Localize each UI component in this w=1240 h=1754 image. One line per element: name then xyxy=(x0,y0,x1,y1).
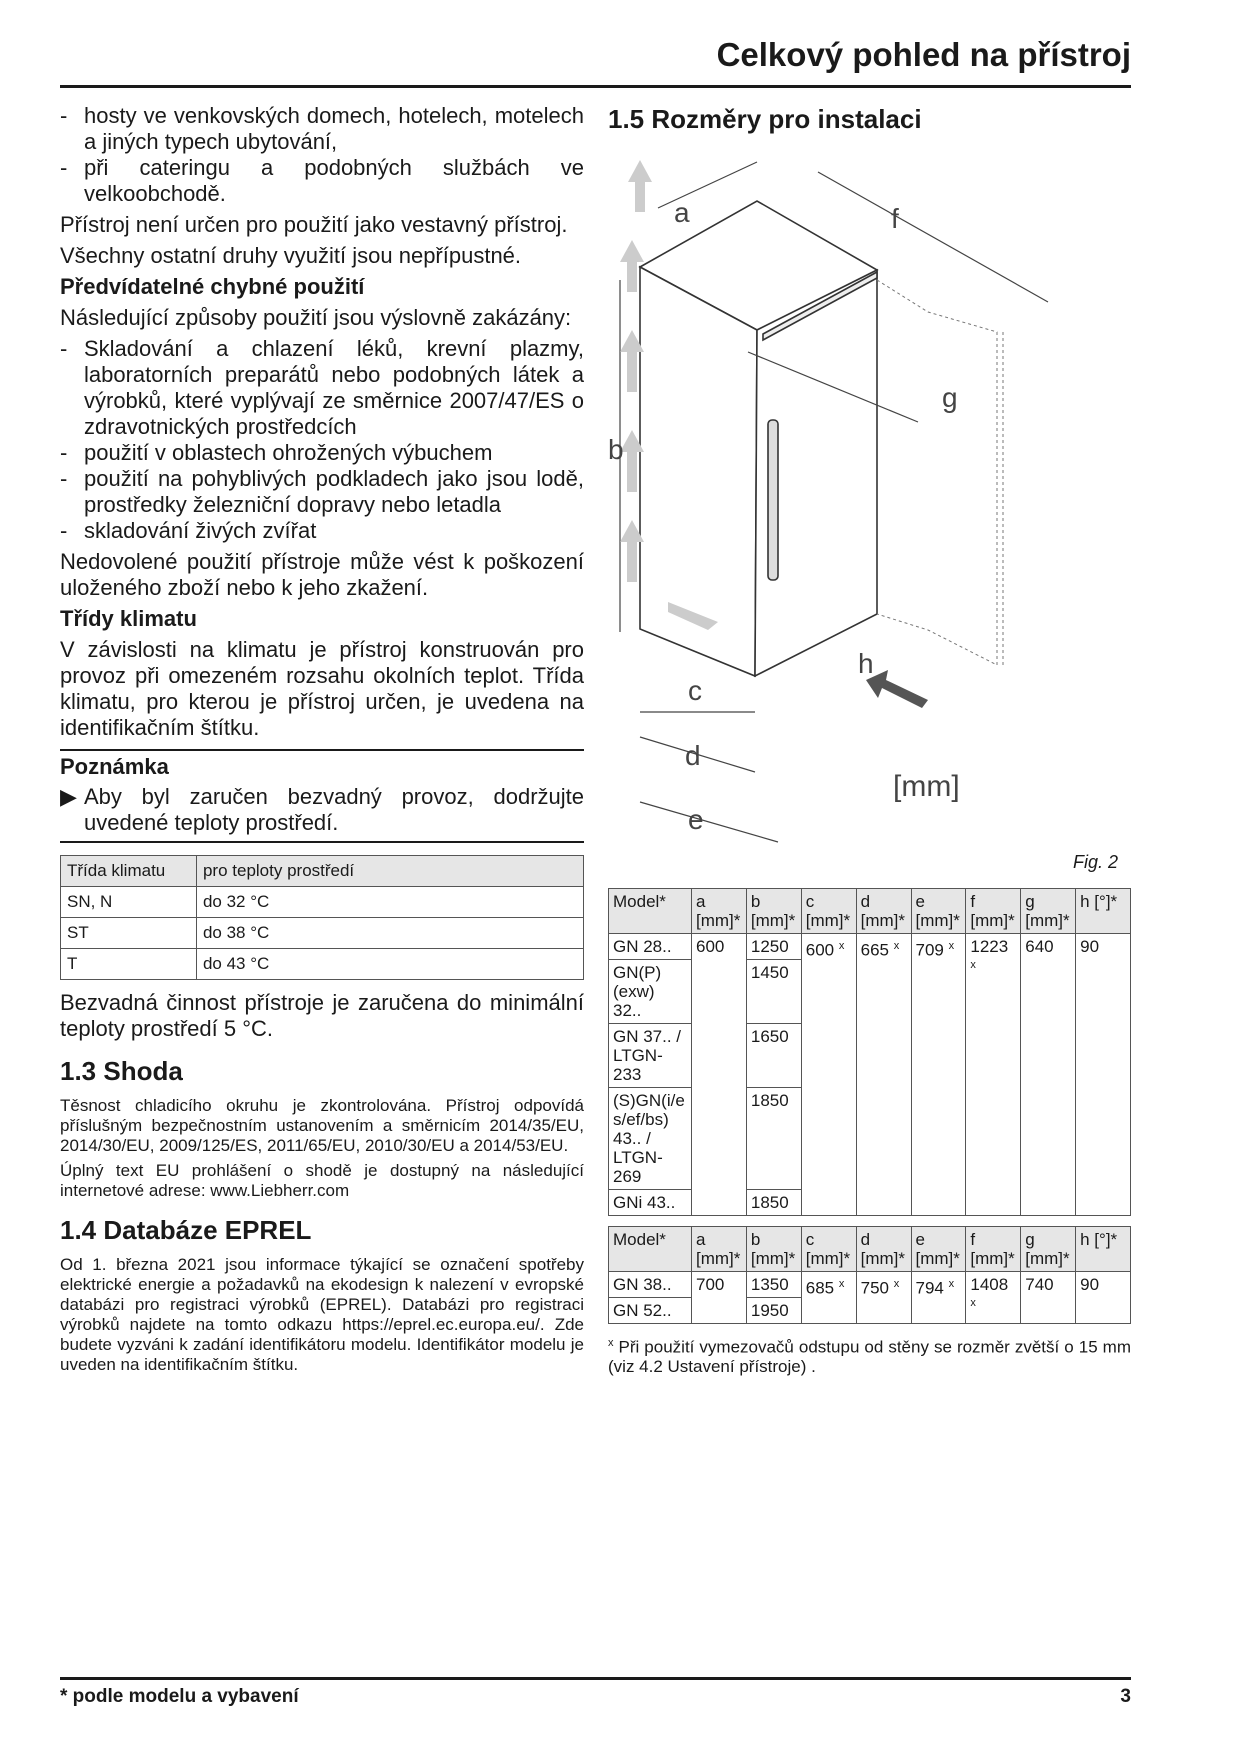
table-cell xyxy=(801,934,856,1216)
table-header: b [mm]* xyxy=(746,889,801,934)
table-cell: 1350 xyxy=(746,1272,801,1298)
x-mark: x xyxy=(838,1278,845,1290)
table-cell: do 38 °C xyxy=(196,918,583,949)
paragraph: Bezvadná činnost přístroje je zaručena do minimální teploty prostředí 5 °C. xyxy=(60,990,584,1041)
table-cell: T xyxy=(61,949,197,980)
paragraph: Úplný text EU prohlášení o shodě je dostupný na následující internetové adrese: www.Liebherr.com xyxy=(60,1161,584,1200)
dim-label-b: b xyxy=(608,434,624,465)
list-item: - Skladování a chlazení léků, krevní plazmy, laboratorních preparátů nebo podobných látek a výrobků, které vyplývají ze směrnice 2007/47/ES o zdravotnických prostředcích xyxy=(60,336,584,440)
table-header: b [mm]* xyxy=(746,1227,801,1272)
value: 1408 xyxy=(970,1275,1009,1294)
misuse-list xyxy=(60,336,584,544)
page-number: 3 xyxy=(1120,1686,1131,1707)
table-header: c [mm]* xyxy=(801,1227,856,1272)
table-cell: 600 xyxy=(692,934,747,1216)
table-row xyxy=(61,887,584,918)
figure-caption: Fig. 2 xyxy=(1072,852,1118,872)
table-header: d [mm]* xyxy=(856,889,911,934)
table-cell: 640 xyxy=(1021,934,1076,1216)
dim-label-c: c xyxy=(688,675,702,706)
table-cell: 90 xyxy=(1076,1272,1131,1324)
table-cell xyxy=(856,1272,911,1324)
table-row xyxy=(609,934,1131,960)
table-row xyxy=(61,949,584,980)
paragraph: Přístroj není určen pro použití jako vestavný přístroj. xyxy=(60,212,568,237)
table-cell: do 32 °C xyxy=(196,887,583,918)
table-header-row xyxy=(609,1227,1131,1272)
table-cell xyxy=(966,1272,1021,1324)
table-header: g [mm]* xyxy=(1021,889,1076,934)
model-cell: GNi 43.. xyxy=(609,1190,692,1216)
note-heading: Poznámka xyxy=(60,754,169,779)
x-mark: x xyxy=(970,1297,976,1309)
table-header: h [°]* xyxy=(1076,889,1131,934)
note-text: Aby byl zaručen bezvadný provoz, dodržujte uvedené teploty prostředí. xyxy=(84,784,584,835)
x-mark: x xyxy=(948,1278,955,1290)
table-cell xyxy=(911,934,966,1216)
table-header: h [°]* xyxy=(1076,1227,1131,1272)
table-header: g [mm]* xyxy=(1021,1227,1076,1272)
table-header: f [mm]* xyxy=(966,1227,1021,1272)
model-cell: GN(P) (exw) 32.. xyxy=(609,960,692,1024)
value: 1223 xyxy=(970,937,1009,956)
table-header: a [mm]* xyxy=(692,889,747,934)
value: 600 xyxy=(805,940,835,960)
x-mark: x xyxy=(893,940,900,952)
x-mark: x xyxy=(948,940,955,952)
section-heading-1-5: 1.5 Rozměry pro instalaci xyxy=(608,104,922,134)
table-header: e [mm]* xyxy=(911,889,966,934)
table-cell xyxy=(911,1272,966,1324)
table-header: a [mm]* xyxy=(692,1227,747,1272)
table-cell: 740 xyxy=(1021,1272,1076,1324)
table-cell: 1850 xyxy=(746,1088,801,1190)
climate-heading: Třídy klimatu xyxy=(60,606,197,631)
table-header: Třída klimatu xyxy=(61,856,197,887)
table-header: Model* xyxy=(609,1227,692,1272)
dim-label-h: h xyxy=(858,648,874,679)
paragraph: V závislosti na klimatu je přístroj konstruován pro provoz při omezeném rozsahu okolních teplot. Třída klimatu, pro kterou je přístroj určen, je uvedena na identifikačním štítku. xyxy=(60,637,584,740)
list-item: - při cateringu a podobných službách ve velkoobchodě. xyxy=(60,155,584,207)
list-item: - skladování živých zvířat xyxy=(60,518,584,544)
value: 665 xyxy=(860,940,889,960)
note-box xyxy=(60,749,584,843)
header-divider xyxy=(60,85,1131,88)
table-cell: 700 xyxy=(692,1272,747,1324)
table-cell: do 43 °C xyxy=(196,949,583,980)
model-cell: GN 37.. / LTGN-233 xyxy=(609,1024,692,1088)
dimensions-table-2 xyxy=(608,1226,1131,1324)
model-cell: GN 52.. xyxy=(609,1298,692,1324)
dim-label-d: d xyxy=(685,740,701,771)
table-row xyxy=(609,1272,1131,1298)
climate-table xyxy=(60,855,584,980)
intro-list xyxy=(60,103,584,207)
table-header-row xyxy=(609,889,1131,934)
dim-label-a: a xyxy=(674,197,690,228)
unit-label: [mm] xyxy=(893,770,960,803)
arrow-right-icon: ▶ xyxy=(60,784,77,809)
x-mark: x xyxy=(893,1278,900,1290)
paragraph: Nedovolené použití přístroje může vést k poškození uloženého zboží nebo k jeho zkažení. xyxy=(60,549,584,600)
table-cell: 1250 xyxy=(746,934,801,960)
table-cell: SN, N xyxy=(61,887,197,918)
left-column xyxy=(60,103,584,1380)
table-cell: 1850 xyxy=(746,1190,801,1216)
paragraph: Všechny ostatní druhy využití jsou nepřípustné. xyxy=(60,243,522,268)
x-mark: x xyxy=(838,940,845,952)
footnote-text: Při použití vymezovačů odstupu od stěny se rozměr zvětší o 15 mm (viz 4.2 Ustavení přístroje) . xyxy=(608,1337,1131,1376)
value: 794 xyxy=(915,1278,944,1298)
model-cell: GN 28.. xyxy=(609,934,692,960)
paragraph: Následující způsoby použití jsou výslovně zakázány: xyxy=(60,305,572,330)
footer-divider xyxy=(60,1677,1131,1680)
footnote-mark: x xyxy=(608,1337,614,1349)
footnote xyxy=(608,1334,1131,1376)
right-column xyxy=(608,104,1131,135)
table-cell: 1650 xyxy=(746,1024,801,1088)
table-header: Model* xyxy=(609,889,692,934)
table-row xyxy=(61,918,584,949)
table-cell: 1950 xyxy=(746,1298,801,1324)
table-header: d [mm]* xyxy=(856,1227,911,1272)
table-cell: ST xyxy=(61,918,197,949)
table-cell xyxy=(966,934,1021,1216)
access-arrow-icon xyxy=(866,670,928,708)
dimensions-tables xyxy=(608,888,1131,1376)
page-header-title: Celkový pohled na přístroj xyxy=(716,36,1131,73)
table-header: pro teploty prostředí xyxy=(196,856,583,887)
dimensions-table-1 xyxy=(608,888,1131,1216)
list-item: - hosty ve venkovských domech, hotelech, motelech a jiných typech ubytování, xyxy=(60,103,584,155)
table-cell xyxy=(856,934,911,1216)
footer-note: * podle modelu a vybavení xyxy=(60,1686,299,1707)
section-heading-1-4: 1.4 Databáze EPREL xyxy=(60,1215,312,1245)
dim-label-e: e xyxy=(688,804,704,835)
table-cell: 90 xyxy=(1076,934,1131,1216)
value: 709 xyxy=(915,940,944,960)
value: 750 xyxy=(860,1278,889,1298)
list-item: - použití v oblastech ohrožených výbuchem xyxy=(60,440,584,466)
misuse-heading: Předvídatelné chybné použití xyxy=(60,274,365,299)
model-cell: GN 38.. xyxy=(609,1272,692,1298)
table-cell xyxy=(801,1272,856,1324)
dim-label-g: g xyxy=(942,382,958,413)
model-cell: (S)GN(i/es/ef/bs) 43.. / LTGN-269 xyxy=(609,1088,692,1190)
installation-dimensions-diagram xyxy=(608,152,1131,852)
value: 685 xyxy=(805,1278,835,1298)
table-header: c [mm]* xyxy=(801,889,856,934)
dim-label-f: f xyxy=(891,203,899,234)
x-mark: x xyxy=(970,959,976,971)
list-item: - použití na pohyblivých podkladech jako jsou lodě, prostředky železniční dopravy nebo letadla xyxy=(60,466,584,518)
table-header: f [mm]* xyxy=(966,889,1021,934)
appliance-drawing xyxy=(640,201,877,676)
table-cell: 1450 xyxy=(746,960,801,1024)
wall-outline xyxy=(877,280,1003,665)
section-heading-1-3: 1.3 Shoda xyxy=(60,1056,183,1086)
paragraph: Od 1. března 2021 jsou informace týkající se označení spotřeby elektrické energie a požadavků na ekodesign k nalezení v evropské databázi pro registraci výrobků (EPREL). Databázi pro registraci výrobků najdete na tomto odkazu https://eprel.ec.europa.eu/. Zde budete vyzváni k zadání identifikátoru modelu. Identifikátor modelu je uveden na identifikačním štítku. xyxy=(60,1255,584,1374)
paragraph: Těsnost chladicího okruhu je zkontrolována. Přístroj odpovídá příslušným bezpečnostním ustanovením a směrnicím 2014/35/EU, 2014/30/EU, 2009/125/ES, 2011/65/EU, 2010/30/EU a 2014/53/EU. xyxy=(60,1096,584,1155)
table-header: e [mm]* xyxy=(911,1227,966,1272)
